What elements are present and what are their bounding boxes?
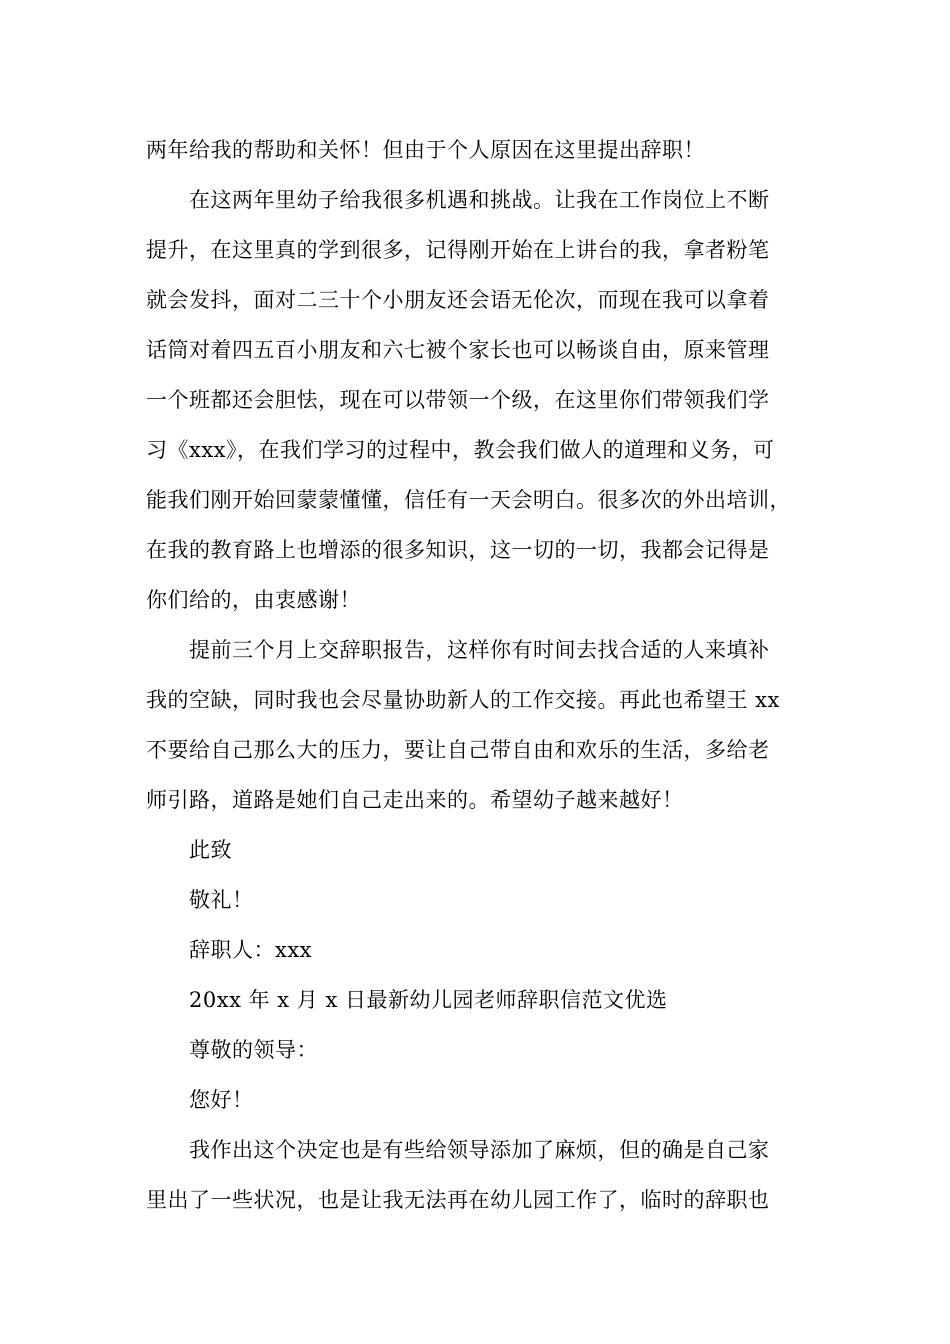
text-line: 在我的教育路上也增添的很多知识，这一切的一切，我都会记得是 [146, 538, 770, 562]
closing-salutation: 此致 [189, 838, 232, 862]
text-line: 师引路，道路是她们自己走出来的。希望幼子越来越好！ [146, 788, 684, 812]
text-line: 你们给的，由衷感谢！ [146, 588, 361, 612]
greeting-line: 尊敬的领导： [189, 1038, 318, 1062]
paragraph-start-line: 我作出这个决定也是有些给领导添加了麻烦，但的确是自己家 [189, 1138, 770, 1162]
text-line: 里出了一些状况，也是让我无法再在幼儿园工作了，临时的辞职也 [146, 1188, 770, 1212]
text-line: 习《xxx》，在我们学习的过程中，教会我们做人的道理和义务，可 [146, 438, 775, 462]
text-line: 提升，在这里真的学到很多，记得刚开始在上讲台的我，拿者粉笔 [146, 238, 770, 262]
signature-line: 辞职人：xxx [189, 938, 313, 962]
text-line: 两年给我的帮助和关怀！但由于个人原因在这里提出辞职！ [146, 138, 705, 162]
text-line: 能我们刚开始回蒙蒙懂懂，信任有一天会明白。很多次的外出培训， [146, 488, 791, 512]
paragraph-start-line: 在这两年里幼子给我很多机遇和挑战。让我在工作岗位上不断 [189, 188, 770, 212]
paragraph-start-line: 提前三个月上交辞职报告，这样你有时间去找合适的人来填补 [189, 638, 770, 662]
greeting-line: 您好！ [189, 1088, 254, 1112]
text-line: 就会发抖，面对二三十个小朋友还会语无伦次，而现在我可以拿着 [146, 288, 770, 312]
text-line: 我的空缺，同时我也会尽量协助新人的工作交接。再此也希望王 xx [146, 688, 780, 712]
closing-regards: 敬礼！ [189, 888, 254, 912]
text-line: 话筒对着四五百小朋友和六七被个家长也可以畅谈自由，原来管理 [146, 338, 770, 362]
date-title-line: 20xx 年 x 月 x 日最新幼儿园老师辞职信范文优选 [189, 988, 668, 1012]
text-line: 不要给自己那么大的压力，要让自己带自由和欢乐的生活，多给老 [146, 738, 770, 762]
text-line: 一个班都还会胆怯，现在可以带领一个级，在这里你们带领我们学 [146, 388, 770, 412]
